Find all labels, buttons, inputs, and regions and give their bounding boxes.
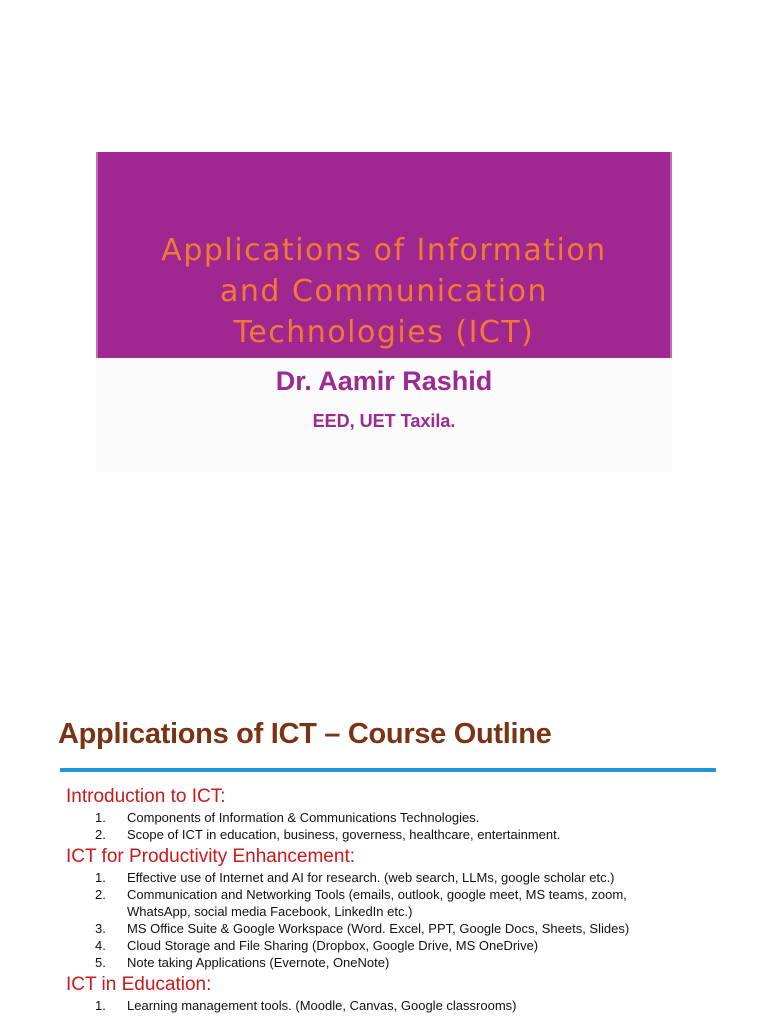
outline-title: Applications of ICT – Course Outline [58,718,552,750]
title-line-1: Applications of Information [161,233,607,268]
item-text: Scope of ICT in education, business, governess, healthcare, entertainment. [127,827,561,842]
item-text: Components of Information & Communications Technologies. [127,810,480,825]
course-outline [66,786,726,1017]
list-item [66,826,726,843]
presentation-title [98,230,670,353]
list-item [66,937,726,954]
item-number: 5. [95,955,106,970]
list-item [66,886,726,920]
section-items [66,997,726,1014]
item-text: Effective use of Internet and AI for research. (web search, LLMs, google scholar etc.) [127,870,615,885]
item-text: Note taking Applications (Evernote, OneNote) [127,955,390,970]
item-number: 1. [95,810,106,825]
list-item [66,954,726,971]
item-text: Communication and Networking Tools (emails, outlook, google meet, MS teams, zoom, [127,887,627,902]
outline-section [66,786,726,843]
list-item [66,809,726,826]
title-line-3: Technologies (ICT) [233,315,535,350]
title-slide [96,152,672,472]
section-items [66,809,726,843]
section-heading: Introduction to ICT: [66,786,226,807]
section-heading: ICT for Productivity Enhancement: [66,846,355,867]
list-item [66,869,726,886]
item-number: 2. [95,887,106,902]
item-number: 3. [95,921,106,936]
author-affiliation: EED, UET Taxila. [312,411,456,431]
outline-section [66,846,726,971]
item-number: 1. [95,870,106,885]
item-text: Cloud Storage and File Sharing (Dropbox, Google Drive, MS OneDrive) [127,938,539,953]
item-text: MS Office Suite & Google Workspace (Word. Excel, PPT, Google Docs, Sheets, Slides) [127,921,630,936]
section-heading: ICT in Education: [66,974,212,995]
item-number: 2. [95,827,106,842]
item-text: Learning management tools. (Moodle, Canvas, Google classrooms) [127,998,517,1013]
title-divider [60,768,716,772]
list-item [66,920,726,937]
list-item [66,997,726,1014]
title-line-2: and Communication [220,274,548,309]
author-name: Dr. Aamir Rashid [275,366,493,396]
item-text-continued: WhatsApp, social media Facebook, LinkedIn etc.) [127,904,413,919]
outline-section [66,974,726,1014]
title-banner [96,152,672,358]
item-number: 1. [95,998,106,1013]
section-items [66,869,726,971]
item-number: 4. [95,938,106,953]
